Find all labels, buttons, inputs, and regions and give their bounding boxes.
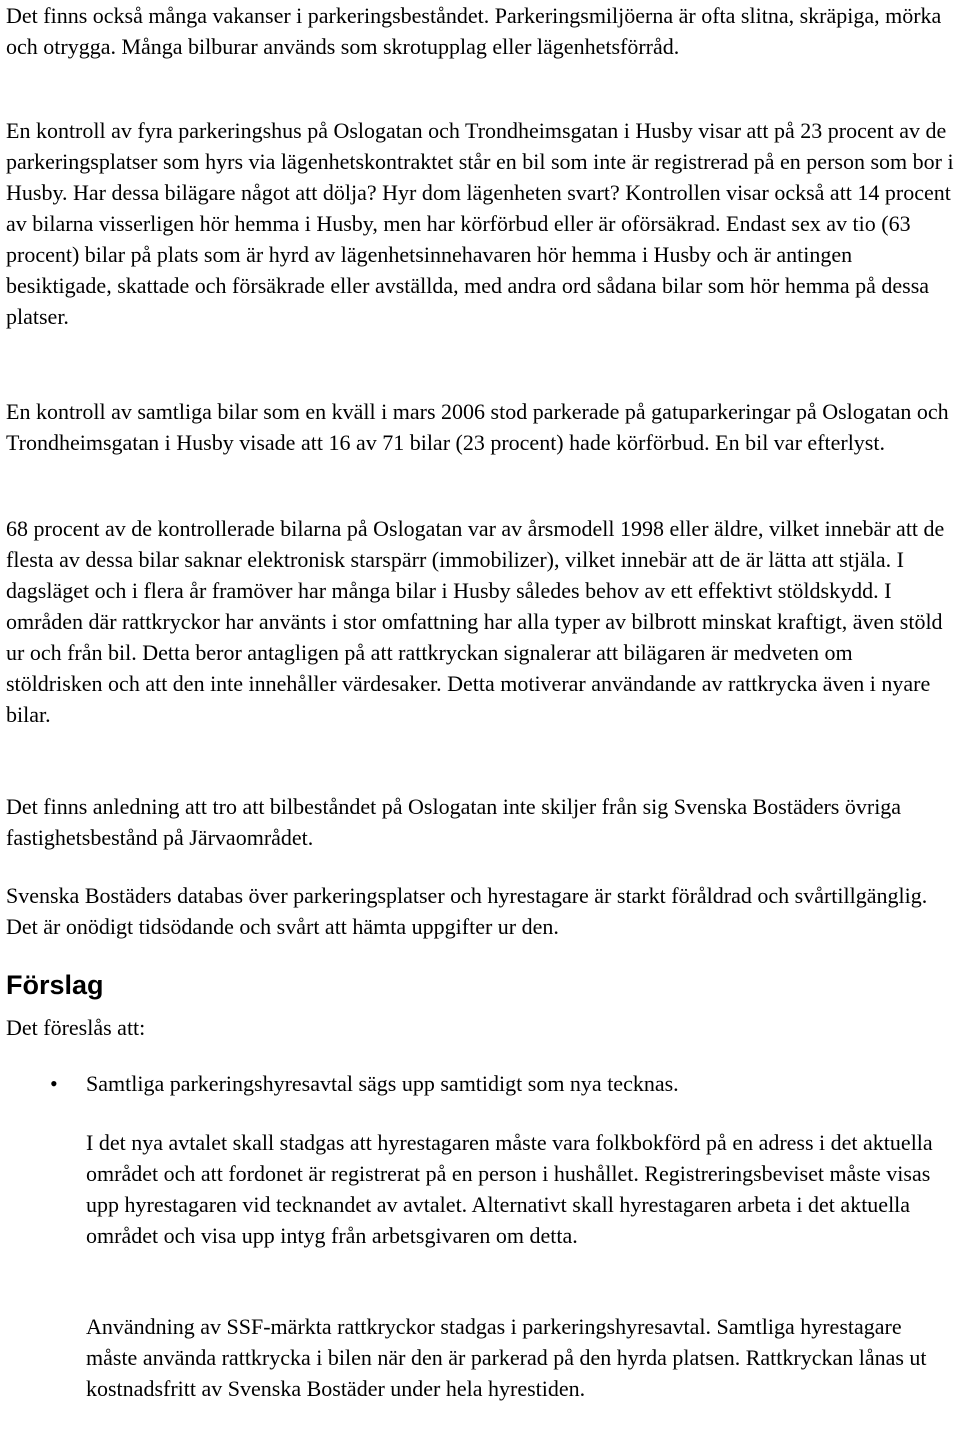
section-heading: Förslag <box>6 970 104 1000</box>
indented-paragraph-registration: I det nya avtalet skall stadgas att hyrestagaren måste vara folkbokförd på en adress i det aktuella området och att fordonet är registrerat på en person i hushållet. Registreringsbeviset måste visas upp hyrestagaren vid tecknandet av avtalet. Alternativt skall hyrestagaren arbeta i det aktuella området och visa upp intyg från arbetsgivaren om detta. <box>86 1130 933 1248</box>
paragraph-vacancies: Det finns också många vakanser i parkeringsbeståndet. Parkeringsmiljöerna är ofta slitna, skräpiga, mörka och otrygga. Många bilburar används som skrotupplag eller lägenhetsförråd. <box>6 3 942 59</box>
paragraph-parking-garage-check: En kontroll av fyra parkeringshus på Oslogatan och Trondheimsgatan i Husby visar att på 23 procent av de parkeringsplatser som hyrs via lägenhetskontraktet står en bil som inte är registrerad på en person som bor i Husby. Har dessa bilägare något att dölja? Hyr dom lägenheten svart? Kontrollen visar också att 14 procent av bilarna visserligen hör hemma i Husby, men har körförbud eller är oförsäkrad. Endast sex av tio (63 procent) bilar på plats som är hyrd av lägenhetsinnehavaren hör hemma i Husby och är antingen besiktigade, skattade och försäkrade eller avställda, med andra ord sådana bilar som hör hemma på dessa platser. <box>6 118 954 329</box>
bullet-item: Samtliga parkeringshyresavtal sägs upp samtidigt som nya tecknas. <box>86 1071 679 1096</box>
proposal-intro: Det föreslås att: <box>6 1015 146 1040</box>
paragraph-vehicle-age: 68 procent av de kontrollerade bilarna på Oslogatan var av årsmodell 1998 eller äldre, vilket innebär att de flesta av dessa bilar saknar elektronisk starspärr (immobilizer), vilket innebär att de är lätta att stjäla. I dagsläget och i flera år framöver har många bilar i Husby således behov av ett effektivt stöldskydd. I områden där rattkryckor har använts i stor omfattning har alla typer av bilbrott minskat kraftigt, även stöld ur och från bil. Detta beror antagligen på att rattkryckan signalerar att bilägaren är medveten om stöldrisken och att den inte innehåller värdesaker. Detta motiverar användande av rattkrycka även i nyare bilar. <box>6 516 945 727</box>
paragraph-street-parking-check: En kontroll av samtliga bilar som en kväll i mars 2006 stod parkerade på gatuparkeringar på Oslogatan och Trondheimsgatan i Husby visade att 16 av 71 bilar (23 procent) hade körförbud. En bil var efterlyst. <box>6 399 949 455</box>
paragraph-database: Svenska Bostäders databas över parkeringsplatser och hyrestagare är starkt föråldrad och svårtillgänglig. Det är onödigt tidsödande och svårt att hämta uppgifter ur den. <box>6 883 928 939</box>
indented-paragraph-steering-lock: Användning av SSF-märkta rattkryckor stadgas i parkeringshyresavtal. Samtliga hyrestagare måste använda rattkrycka i bilen när den är parkerad på den hyrda platsen. Rattkryckan lånas ut kostnadsfritt av Svenska Bostäder under hela hyrestiden. <box>86 1314 927 1401</box>
bullet-icon: • <box>50 1071 58 1096</box>
paragraph-jarva-area: Det finns anledning att tro att bilbeståndet på Oslogatan inte skiljer från sig Svenska Bostäders övriga fastighetsbestånd på Järvaområdet. <box>6 794 902 850</box>
